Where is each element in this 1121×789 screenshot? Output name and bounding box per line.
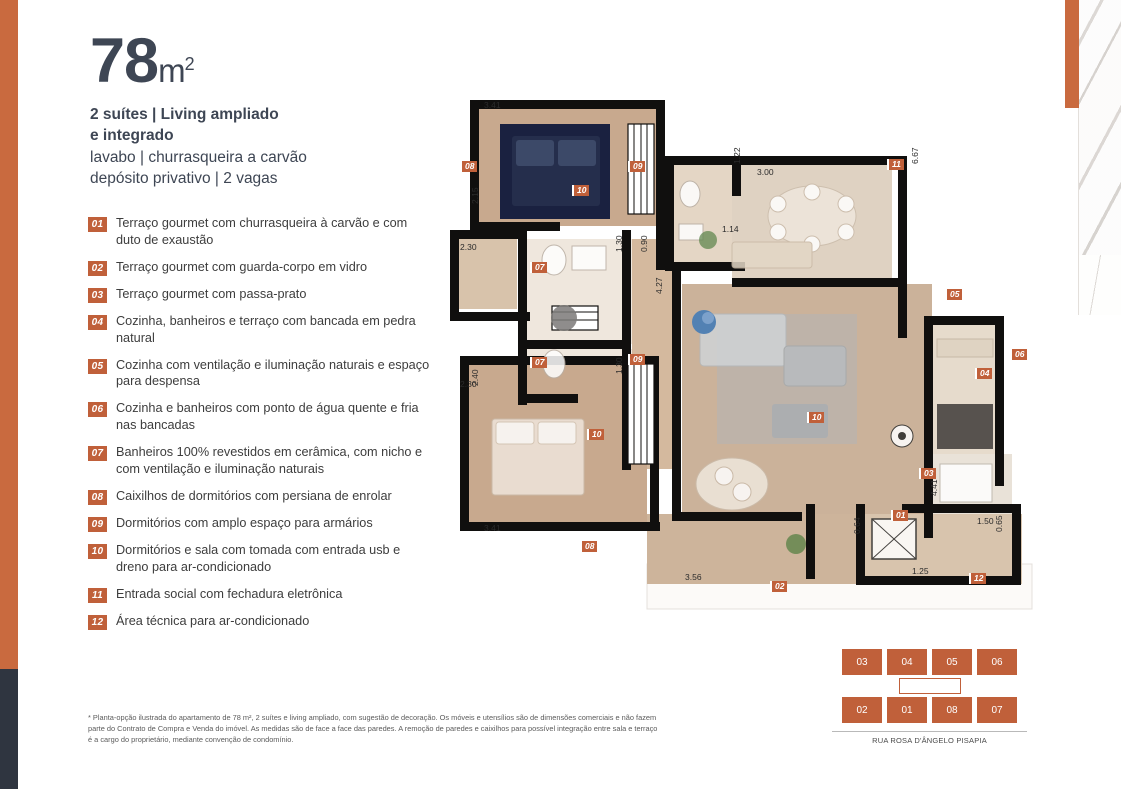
- legend-badge: 03: [88, 288, 107, 303]
- floorplan-drawing: [432, 64, 1062, 624]
- legend-badge: 01: [88, 217, 107, 232]
- dimension-label: 4.41: [929, 479, 939, 496]
- list-item: [88, 542, 433, 576]
- plan-marker-01: 01: [891, 510, 908, 521]
- keyplan-unit-02[interactable]: 02: [841, 696, 883, 724]
- plan-marker-08-b: 08: [580, 541, 597, 552]
- legend-badge: 10: [88, 544, 107, 559]
- legend-label: Terraço gourmet com passa-prato: [116, 286, 307, 301]
- footnote-disclaimer: * Planta-opção ilustrada do apartamento de 78 m², 2 suítes e living ampliado, com sugestão de decoração. Os móveis e utensílios são de dimensões comerciais e não fazem parte do Contrato de Compra e Venda do imóvel. As medidas são de face a face das paredes. A remoção de paredes e caixilhos para possível integração entre sala e terraço é a cargo do proprietário, mediante convenção de condomínio.: [88, 713, 658, 745]
- area-unit: m: [158, 52, 185, 89]
- plan-marker-11: 11: [887, 159, 904, 170]
- subtitle-regular: [90, 148, 307, 189]
- legend-label: Cozinha e banheiros com ponto de água quente e fria nas bancadas: [116, 401, 419, 433]
- plan-marker-05: 05: [945, 289, 962, 300]
- legend-badge: 05: [88, 359, 107, 374]
- plan-marker-10-c: 10: [807, 412, 824, 423]
- plan-marker-10: 10: [572, 185, 589, 196]
- keyplan-unit-03[interactable]: 03: [841, 648, 883, 676]
- subtitle-line-4: depósito privativo | 2 vagas: [90, 169, 278, 187]
- dimension-label: 3.56: [685, 572, 702, 582]
- legend-label: Cozinha com ventilação e iluminação naturais e espaço para despensa: [116, 357, 430, 389]
- orange-accent-block: [1065, 0, 1079, 108]
- subtitle-bold: [90, 105, 307, 146]
- legend-badge: 07: [88, 446, 107, 461]
- dimension-label: 1.25: [912, 566, 929, 576]
- dimension-label: 1.50: [977, 516, 994, 526]
- subtitle-line-2: e integrado: [90, 126, 174, 144]
- plan-marker-09-b: 09: [628, 354, 645, 365]
- list-item: [88, 488, 433, 505]
- legend-label: Terraço gourmet com guarda-corpo em vidro: [116, 259, 368, 274]
- list-item: [88, 444, 433, 478]
- dimension-label: 0.64: [852, 517, 862, 534]
- keyplan-top-row: [832, 648, 1027, 676]
- area-unit-exponent: 2: [184, 54, 194, 74]
- plan-marker-08: 08: [460, 161, 477, 172]
- list-item: [88, 515, 433, 532]
- list-item: [88, 313, 433, 347]
- plan-marker-04: 04: [975, 368, 992, 379]
- keyplan: [832, 648, 1027, 758]
- plan-marker-09: 09: [628, 161, 645, 172]
- marble-texture-top: [1078, 0, 1121, 255]
- keyplan-street-label: RUA ROSA D'ÂNGELO PISAPIA: [832, 731, 1027, 745]
- legend-label: Área técnica para ar-condicionado: [116, 613, 310, 628]
- list-item: [88, 357, 433, 391]
- plan-marker-02: 02: [770, 581, 787, 592]
- keyplan-unit-08[interactable]: 08: [931, 696, 973, 724]
- dimension-label: 2.40: [470, 369, 480, 386]
- list-item: [88, 286, 433, 303]
- keyplan-unit-07[interactable]: 07: [976, 696, 1018, 724]
- dimension-label: 1.14: [722, 224, 739, 234]
- plan-marker-07-a: 07: [530, 262, 547, 273]
- dimension-label: 3.41: [484, 523, 501, 533]
- dimension-label: 1.22: [732, 147, 742, 164]
- subtitle-line-1: 2 suítes | Living ampliado: [90, 106, 279, 123]
- keyplan-unit-01[interactable]: 01: [886, 696, 928, 724]
- legend-badge: 09: [88, 517, 107, 532]
- dimension-label: 3.41: [484, 100, 501, 110]
- area-heading: [90, 26, 307, 96]
- keyplan-core-row: [832, 678, 1027, 694]
- legend-label: Banheiros 100% revestidos em cerâmica, com nicho e com ventilação e iluminação naturais: [116, 445, 423, 477]
- dimension-label: 2.30: [460, 379, 477, 389]
- right-decorative-strip: [1065, 0, 1121, 789]
- keyplan-unit-05[interactable]: 05: [931, 648, 973, 676]
- page-title: [90, 26, 307, 189]
- plan-marker-03: 03: [919, 468, 936, 479]
- plan-marker-06: 06: [1010, 349, 1027, 360]
- legend-badge: 08: [88, 490, 107, 505]
- left-accent-bar-dark: [0, 669, 18, 789]
- dimension-label: 0.65: [994, 515, 1004, 532]
- legend-label: Dormitórios e sala com tomada com entrada usb e dreno para ar-condicionado: [116, 542, 401, 574]
- legend-label: Terraço gourmet com churrasqueira à carvão e com duto de exaustão: [116, 216, 408, 247]
- legend-label: Cozinha, banheiros e terraço com bancada em pedra natural: [116, 313, 416, 345]
- keyplan-core: [899, 678, 961, 694]
- keyplan-unit-06[interactable]: 06: [976, 648, 1018, 676]
- list-item: [88, 400, 433, 434]
- legend-badge: 11: [88, 588, 107, 603]
- subtitle-line-3: lavabo | churrasqueira a carvão: [90, 149, 307, 167]
- marble-texture-bottom: [1078, 255, 1121, 315]
- dimension-label: 3.00: [757, 167, 774, 177]
- legend-badge: 06: [88, 402, 107, 417]
- plan-marker-12: 12: [969, 573, 986, 584]
- dimension-label: 2.30: [460, 242, 477, 252]
- legend-label: Entrada social com fechadura eletrônica: [116, 586, 343, 601]
- legend-badge: 12: [88, 615, 107, 630]
- floorplan: [432, 64, 1062, 624]
- dimension-label: 4.27: [654, 277, 664, 294]
- dimension-label: 1.30: [614, 357, 624, 374]
- keyplan-bottom-row: [832, 696, 1027, 724]
- list-item: [88, 586, 433, 603]
- dimension-label: 6.67: [910, 147, 920, 164]
- list-item: [88, 215, 433, 249]
- legend-badge: 04: [88, 315, 107, 330]
- dimension-label: 1.30: [614, 235, 624, 252]
- dimension-label: 0.90: [639, 235, 649, 252]
- legend-list: [88, 215, 433, 640]
- legend-label: Dormitórios com amplo espaço para armários: [116, 515, 373, 530]
- list-item: [88, 259, 433, 276]
- legend-badge: 02: [88, 261, 107, 276]
- dimension-label: 2.15: [470, 187, 480, 204]
- plan-marker-10-b: 10: [587, 429, 604, 440]
- keyplan-unit-04[interactable]: 04: [886, 648, 928, 676]
- plan-marker-07-b: 07: [530, 357, 547, 368]
- legend-label: Caixilhos de dormitórios com persiana de enrolar: [116, 488, 392, 503]
- list-item: [88, 613, 433, 630]
- area-number: 78: [90, 26, 159, 96]
